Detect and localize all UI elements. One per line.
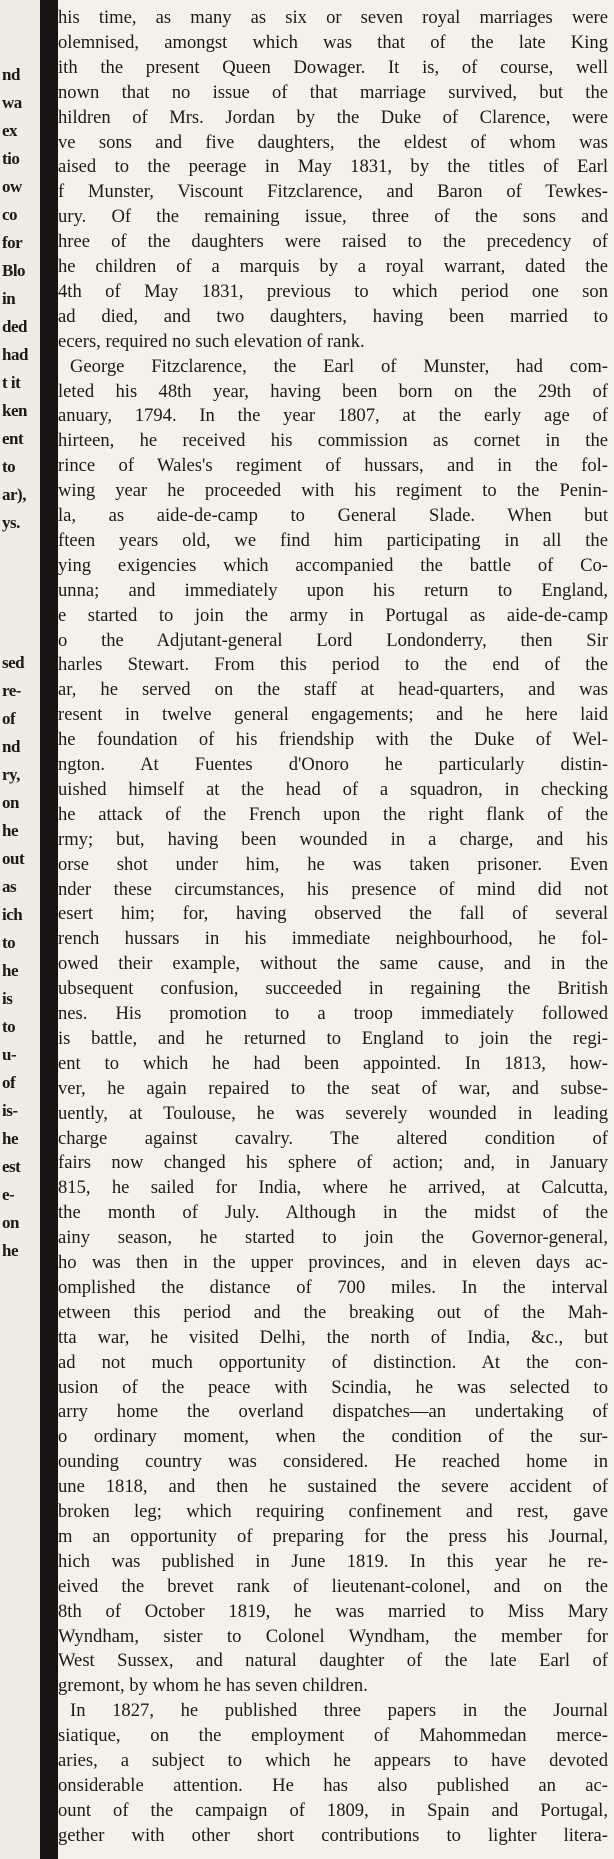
text-line: usion of the peace with Scindia, he was selected to [58,1376,608,1398]
text-line: e started to join the army in Portugal as aide-de-camp [58,604,608,626]
left-margin-fragment: ow [2,177,22,196]
left-margin-fragment: e- [2,1185,15,1204]
text-line: arry home the overland dispatches—an undertaking of [58,1401,608,1423]
left-margin-fragment: he [2,1129,18,1148]
left-margin-fragment: ent [2,429,24,448]
text-line: o ordinary moment, when the condition of the sur- [58,1426,608,1448]
text-line: rince of Wales's regiment of hussars, and in the fol- [58,455,608,477]
text-line: esert him; for, having observed the fall of several [58,903,608,925]
left-margin-fragment: out [2,849,25,868]
text-line: ent to which he had been appointed. In 1813, how- [58,1052,608,1074]
text-line: charge against cavalry. The altered condition of [58,1127,608,1149]
text-line: West Sussex, and natural daughter of the late Earl of [58,1650,608,1672]
text-line: ith the present Queen Dowager. It is, of course, well [58,56,608,78]
text-line: unna; and immediately upon his return to England, [58,579,608,601]
left-margin-fragment: he [2,821,18,840]
text-line: ve sons and five daughters, the eldest of whom was [58,131,608,153]
text-line: wing year he proceeded with his regiment to the Penin- [58,480,608,502]
text-line: he foundation of his friendship with the Duke of Wel- [58,729,608,751]
text-line: In 1827, he published three papers in the Journal [70,1700,608,1722]
text-line: is battle, and he returned to England to join the regi- [58,1027,608,1049]
binding-gutter [40,0,58,1859]
text-line: hich was published in June 1819. In this year he re- [58,1550,608,1572]
left-margin-fragment: in [2,289,16,308]
text-line: tta war, he visited Delhi, the north of India, &c., but [58,1326,608,1348]
text-line: hree of the daughters were raised to the precedency of [58,231,608,253]
left-margin-fragment: to [2,933,16,952]
text-line: uished himself at the head of a squadron, in checking [58,778,608,800]
text-line: 4th of May 1831, previous to which period one son [58,280,608,302]
left-margin-fragment: tio [2,149,20,168]
text-line: aries, a subject to which he appears to have devoted [58,1750,608,1771]
left-margin-fragment: re- [2,681,21,700]
text-line: m an opportunity of preparing for the press his Journal, [58,1525,608,1547]
text-line: ho was then in the upper provinces, and in eleven days ac- [58,1252,608,1273]
text-line: ar, he served on the staff at head-quarters, and was [58,679,608,701]
text-line: broken leg; which requiring confinement and rest, gave [58,1501,608,1522]
text-line: ying exigencies which accompanied the battle of Co- [58,554,608,576]
text-line: etween this period and the breaking out of the Mah- [58,1301,608,1323]
text-line: harles Stewart. From this period to the end of the [58,654,608,676]
text-line: gether with other short contributions to lighter litera- [58,1824,608,1846]
left-margin-fragment: ded [2,317,27,336]
text-line: ounding country was considered. He reached home in [58,1451,608,1473]
text-line: Wyndham, sister to Colonel Wyndham, the member for [58,1625,608,1647]
text-line: fairs now changed his sphere of action; and, in January [58,1152,608,1174]
text-line: leted his 48th year, having been born on the 29th of [58,380,608,402]
text-line: hildren of Mrs. Jordan by the Duke of Clarence, were [58,106,608,128]
left-margin-fragment: ys. [2,513,20,532]
text-line: he children of a marquis by a royal warrant, dated the [58,256,608,277]
text-line: ubsequent confusion, succeeded in regaining the British [58,978,608,1000]
text-line: the month of July. Although in the midst of the [58,1202,608,1224]
text-line: he attack of the French upon the right flank of the [58,803,608,825]
text-line: ury. Of the remaining issue, three of the sons and [58,206,608,228]
left-margin-fragment: ex [2,121,18,140]
left-margin-fragment: t it [2,373,21,392]
text-line: rench hussars in his immediate neighbourhood, he fol- [58,928,608,950]
left-margin-fragment: ry, [2,765,20,784]
text-line: ngton. At Fuentes d'Onoro he particularly distin- [58,754,608,775]
left-margin-fragment: is- [2,1101,18,1120]
left-margin-fragment: Blo [2,261,26,280]
text-line: uently, at Toulouse, he was severely wounded in leading [58,1102,608,1124]
text-line: siatique, on the employment of Mahommedan merce- [58,1725,608,1747]
text-line: ount of the campaign of 1809, in Spain and Portugal, [58,1799,608,1821]
text-line: nes. His promotion to a troop immediately followed [58,1003,608,1024]
left-margin-fragment: wa [2,93,22,112]
text-line: 8th of October 1819, he was married to Miss Mary [58,1600,608,1622]
text-line: owed their example, without the same cause, and in the [58,953,608,975]
text-line: ainy season, he started to join the Governor-general, [58,1227,608,1249]
left-margin-fragment: sed [2,653,25,672]
text-line: orse shot under him, he was taken prisoner. Even [58,853,608,875]
left-margin-fragment: u- [2,1045,17,1064]
text-line: ad not much opportunity of distinction. At the con- [58,1351,608,1373]
left-margin-fragment: est [2,1157,21,1176]
text-line: o the Adjutant-general Lord Londonderry, then Sir [58,629,608,651]
left-column-fragment [0,0,40,1859]
left-margin-fragment: nd [2,737,20,756]
left-margin-fragment: had [2,345,28,364]
left-margin-fragment: nd [2,65,20,84]
left-margin-fragment: on [2,1213,19,1232]
text-line: ver, he again repaired to the seat of war, and subse- [58,1077,608,1099]
left-margin-fragment: of [2,1073,16,1092]
text-line: eived the brevet rank of lieutenant-colonel, and on the [58,1575,608,1597]
left-margin-fragment: he [2,1241,18,1260]
left-margin-fragment: he [2,961,18,980]
text-line: 815, he sailed for India, where he arrived, at Calcutta, [58,1177,608,1199]
main-text-column [58,0,614,1859]
text-line: omplished the distance of 700 miles. In the interval [58,1276,608,1298]
text-line: la, as aide-de-camp to General Slade. When but [58,505,608,526]
left-margin-fragment: on [2,793,19,812]
left-margin-fragment: ar), [2,485,26,504]
left-margin-fragment: to [2,457,16,476]
left-margin-fragment: of [2,709,16,728]
text-line: gremont, by whom he has seven children. [58,1675,368,1697]
text-line: ad died, and two daughters, having been married to [58,305,608,327]
text-line: f Munster, Viscount Fitzclarence, and Baron of Tewkes- [58,181,608,203]
text-line: fteen years old, we find him participating in all the [58,529,608,551]
left-margin-fragment: co [2,205,18,224]
text-line: ecers, required no such elevation of rank. [58,330,365,352]
left-margin-fragment: ken [2,401,27,420]
left-margin-fragment: ich [2,905,23,924]
text-line: hirteen, he received his commission as cornet in the [58,430,608,452]
text-line: aised to the peerage in May 1831, by the titles of Earl [58,156,608,178]
text-line: rmy; but, having been wounded in a charge, and his [58,828,608,850]
text-line: olemnised, amongst which was that of the late King [58,31,608,53]
left-margin-fragment: for [2,233,23,252]
left-margin-fragment: to [2,1017,16,1036]
text-line: une 1818, and then he sustained the severe accident of [58,1476,608,1498]
text-line: anuary, 1794. In the year 1807, at the early age of [58,405,608,427]
left-margin-fragment: is [2,989,13,1008]
text-line: nder these circumstances, his presence of mind did not [58,878,608,900]
text-line: nown that no issue of that marriage survived, but the [58,81,608,103]
text-line: George Fitzclarence, the Earl of Munster, had com- [70,355,608,377]
text-line: onsiderable attention. He has also published an ac- [58,1774,608,1796]
left-margin-fragment: as [2,877,17,896]
text-line: his time, as many as six or seven royal marriages were [58,7,608,28]
text-line: resent in twelve general engagements; and he here laid [58,704,608,726]
